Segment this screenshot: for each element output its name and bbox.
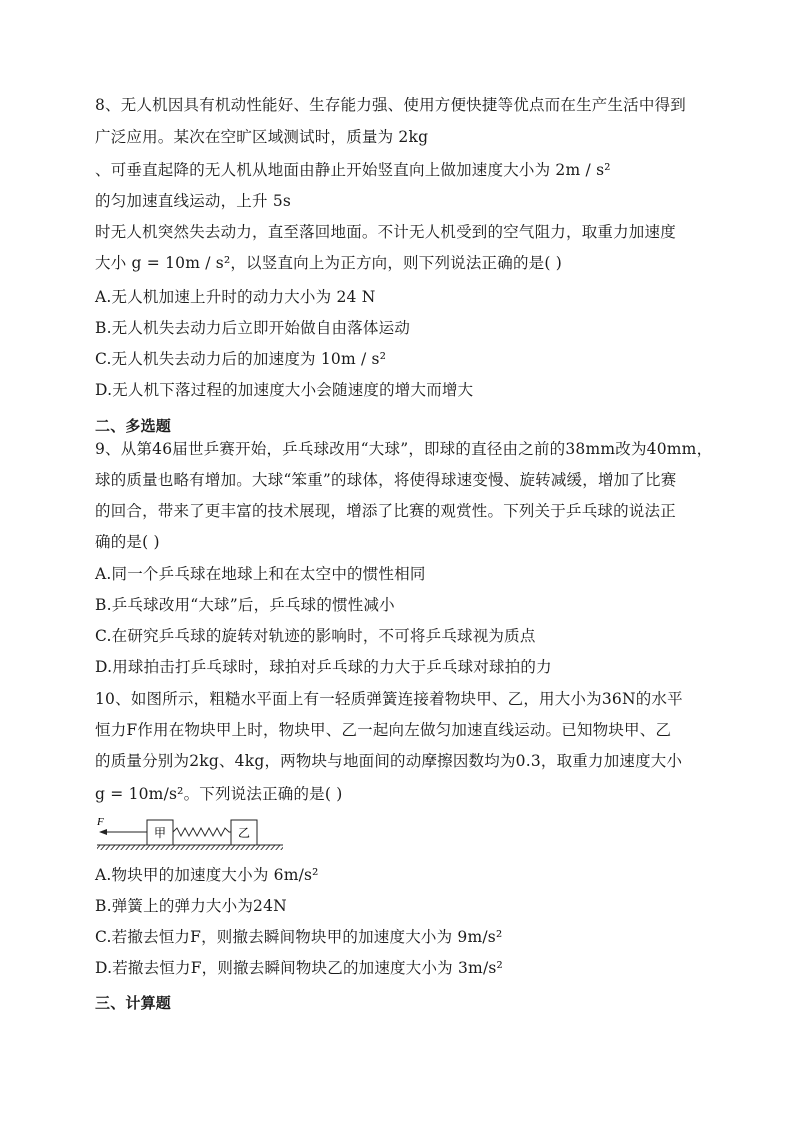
q9-line-1: 9、从第46届世乒赛开始，乒乓球改用“大球”，即球的直径由之前的38mm改为40mm， xyxy=(95,440,713,458)
q8-option-b: B.无人机失去动力后立即开始做自由落体运动 xyxy=(95,319,411,337)
q8-line-1: 8、无人机因具有机动性能好、生存能力强、使用方便快捷等优点而在生产生活中得到 xyxy=(95,96,686,114)
q8-line-6: 大小 g = 10m / s²，以竖直向上为正方向，则下列说法正确的是( ) xyxy=(95,254,562,272)
q8-line-5: 时无人机突然失去动力，直至落回地面。不计无人机受到的空气阻力，取重力加速度 xyxy=(95,223,676,241)
block-yi-label: 乙 xyxy=(237,826,251,840)
q9-option-b: B.乒乓球改用“大球”后，乒乓球的惯性减小 xyxy=(95,596,395,614)
q9-line-3: 的回合，带来了更丰富的技术展现，增添了比赛的观赏性。下列关于乒乓球的说法正 xyxy=(95,502,676,520)
q10-line-3: 的质量分别为2kg、4kg，两物块与地面间的动摩擦因数均为0.3，取重力加速度大小 xyxy=(95,752,683,770)
spring-blocks-figure xyxy=(95,815,285,851)
q9-line-2: 球的质量也略有增加。大球“笨重”的球体，将使得球速变慢、旋转减缓，增加了比赛 xyxy=(95,471,677,489)
ground-hatching xyxy=(97,845,283,850)
q10-line-2: 恒力F作用在物块甲上时，物块甲、乙一起向左做匀加速直线运动。已知物块甲、乙 xyxy=(95,721,672,739)
q9-option-d: D.用球拍击打乒乓球时，球拍对乒乓球的力大于乒乓球对球拍的力 xyxy=(95,658,552,676)
q8-line-3: 、可垂直起降的无人机从地面由静止开始竖直向上做加速度大小为 2m / s² xyxy=(95,161,611,179)
q10-option-a: A.物块甲的加速度大小为 6m/s² xyxy=(95,866,319,884)
block-jia-label: 甲 xyxy=(153,826,167,840)
q10-option-d: D.若撤去恒力F，则撤去瞬间物块乙的加速度大小为 3m/s² xyxy=(95,959,503,977)
q8-option-a: A.无人机加速上升时的动力大小为 24 N xyxy=(95,288,376,306)
q10-line-1: 10、如图所示，粗糙水平面上有一轻质弹簧连接着物块甲、乙，用大小为36N的水平 xyxy=(95,690,683,708)
spring xyxy=(173,828,231,836)
q8-option-c: C.无人机失去动力后的加速度为 10m / s² xyxy=(95,350,387,368)
q9-option-c: C.在研究乒乓球的旋转对轨迹的影响时，不可将乒乓球视为质点 xyxy=(95,627,536,645)
force-arrowhead xyxy=(99,829,107,835)
q10-line-4: g = 10m/s²。下列说法正确的是( ) xyxy=(95,785,343,803)
section-heading-multiple-choice: 二、多选题 xyxy=(95,417,172,435)
q8-option-d: D.无人机下落过程的加速度大小会随速度的增大而增大 xyxy=(95,381,474,399)
q8-line-4: 的匀加速直线运动，上升 5s xyxy=(95,192,292,210)
q10-option-c: C.若撤去恒力F，则撤去瞬间物块甲的加速度大小为 9m/s² xyxy=(95,928,503,946)
section-heading-calculation: 三、计算题 xyxy=(95,994,172,1012)
q10-option-b: B.弹簧上的弹力大小为24N xyxy=(95,897,287,915)
q8-line-2: 广泛应用。某次在空旷区域测试时，质量为 2kg xyxy=(95,128,429,146)
q9-option-a: A.同一个乒乓球在地球上和在太空中的惯性相同 xyxy=(95,565,426,583)
q9-line-4: 确的是( ) xyxy=(95,533,160,551)
force-label: F xyxy=(97,816,104,828)
